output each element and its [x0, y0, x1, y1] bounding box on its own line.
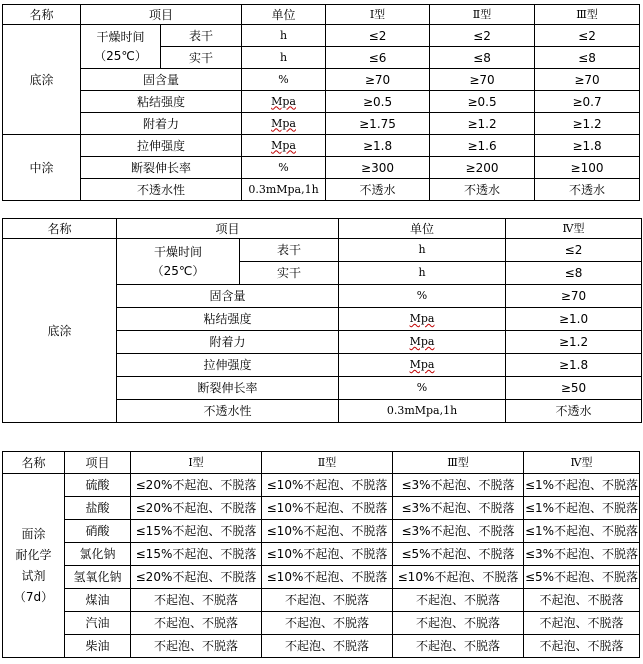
item-cell: 断裂伸长率: [117, 377, 339, 400]
col-header-type3: Ⅲ型: [393, 452, 524, 474]
col-header-type1: Ⅰ型: [326, 5, 430, 25]
value-cell: ≤2: [326, 25, 430, 47]
unit-cell: h: [242, 47, 326, 69]
item-dry-time: [117, 239, 240, 285]
sub-item: 表干: [240, 239, 339, 262]
value-cell: ≤8: [506, 262, 642, 285]
col-header-unit: 单位: [242, 5, 326, 25]
table-row: [3, 135, 640, 157]
dry-time-label: 干燥时间: [153, 244, 202, 259]
value-cell: 不透水: [430, 179, 535, 201]
header-row: [3, 5, 640, 25]
value-cell: ≥70: [535, 69, 640, 91]
unit-cell: Mpa: [339, 331, 506, 354]
col-header-item: 项目: [81, 5, 242, 25]
value-cell: ≤10%不起泡、不脱落: [262, 543, 393, 566]
value-cell: ≥70: [326, 69, 430, 91]
col-header-type4: Ⅳ型: [524, 452, 640, 474]
table-row: [3, 497, 640, 520]
value-cell: 不透水: [326, 179, 430, 201]
value-cell: ≥1.2: [506, 331, 642, 354]
unit-cell: Mpa: [339, 308, 506, 331]
value-cell: ≥200: [430, 157, 535, 179]
value-cell: ≤15%不起泡、不脱落: [131, 520, 262, 543]
value-cell: ≤20%不起泡、不脱落: [131, 474, 262, 497]
header-row: [3, 452, 640, 474]
value-cell: ≥1.6: [430, 135, 535, 157]
value-cell: ≥1.8: [535, 135, 640, 157]
value-cell: 不透水: [535, 179, 640, 201]
sub-item: 表干: [161, 25, 242, 47]
topcoat-line: 耐化学: [15, 547, 52, 562]
dry-time-temp: （25℃）: [94, 48, 147, 63]
topcoat-line: 面涂: [21, 526, 46, 541]
spec-table-type-4: [2, 218, 642, 423]
value-cell: ≥1.2: [430, 113, 535, 135]
table-row: [3, 635, 640, 658]
unit-cell: h: [339, 239, 506, 262]
item-cell: 汽油: [65, 612, 131, 635]
col-header-item: 项目: [117, 219, 339, 239]
col-header-type1: Ⅰ型: [131, 452, 262, 474]
unit-cell: h: [242, 25, 326, 47]
item-cell: 盐酸: [65, 497, 131, 520]
value-cell: 不起泡、不脱落: [524, 635, 640, 658]
item-cell: 粘结强度: [117, 308, 339, 331]
item-cell: 硫酸: [65, 474, 131, 497]
value-cell: ≤6: [326, 47, 430, 69]
value-cell: ≥70: [430, 69, 535, 91]
value-cell: ≤3%不起泡、不脱落: [393, 474, 524, 497]
value-cell: ≥50: [506, 377, 642, 400]
value-cell: ≤20%不起泡、不脱落: [131, 497, 262, 520]
value-cell: 不起泡、不脱落: [262, 612, 393, 635]
topcoat-line: 试剂: [21, 568, 46, 583]
unit-cell: %: [242, 157, 326, 179]
value-cell: ≤3%不起泡、不脱落: [393, 520, 524, 543]
spec-table-types-1-3: [2, 4, 640, 201]
table-row: [3, 543, 640, 566]
value-cell: ≥0.7: [535, 91, 640, 113]
item-cell: 粘结强度: [81, 91, 242, 113]
value-cell: 不起泡、不脱落: [131, 589, 262, 612]
value-cell: 不起泡、不脱落: [131, 635, 262, 658]
unit-cell: Mpa: [242, 113, 326, 135]
group-label-mid: 中涂: [3, 135, 81, 201]
col-header-unit: 单位: [339, 219, 506, 239]
unit-cell: h: [339, 262, 506, 285]
group-label-topcoat: [3, 474, 65, 658]
value-cell: ≤8: [535, 47, 640, 69]
value-cell: ≤1%不起泡、不脱落: [524, 497, 640, 520]
value-cell: ≤15%不起泡、不脱落: [131, 543, 262, 566]
item-cell: 附着力: [117, 331, 339, 354]
value-cell: ≤2: [535, 25, 640, 47]
unit-cell: 0.3mMpa,1h: [339, 400, 506, 423]
group-label-primer: 底涂: [3, 239, 117, 423]
value-cell: ≥0.5: [430, 91, 535, 113]
unit-cell: Mpa: [339, 354, 506, 377]
value-cell: ≥70: [506, 285, 642, 308]
dry-time-temp: （25℃）: [151, 263, 205, 278]
item-cell: 柴油: [65, 635, 131, 658]
table-row: [3, 91, 640, 113]
item-cell: 拉伸强度: [117, 354, 339, 377]
value-cell: ≤3%不起泡、不脱落: [393, 497, 524, 520]
value-cell: 不透水: [506, 400, 642, 423]
value-cell: ≤10%不起泡、不脱落: [262, 474, 393, 497]
table-row: [3, 612, 640, 635]
item-cell: 附着力: [81, 113, 242, 135]
value-cell: ≤10%不起泡、不脱落: [262, 566, 393, 589]
value-cell: ≤5%不起泡、不脱落: [524, 566, 640, 589]
value-cell: ≤10%不起泡、不脱落: [262, 520, 393, 543]
header-row: [3, 219, 642, 239]
item-cell: 固含量: [81, 69, 242, 91]
value-cell: ≤8: [430, 47, 535, 69]
sub-item: 实干: [161, 47, 242, 69]
group-label-primer: 底涂: [3, 25, 81, 135]
table-row: [3, 239, 642, 262]
unit-cell: Mpa: [242, 91, 326, 113]
table-row: [3, 589, 640, 612]
value-cell: ≤2: [506, 239, 642, 262]
value-cell: ≥1.75: [326, 113, 430, 135]
value-cell: ≤1%不起泡、不脱落: [524, 474, 640, 497]
item-dry-time: [81, 25, 161, 69]
value-cell: ≤10%不起泡、不脱落: [262, 497, 393, 520]
dry-time-label: 干燥时间: [96, 29, 145, 44]
chemical-resistance-table: [2, 451, 640, 658]
item-cell: 拉伸强度: [81, 135, 242, 157]
sub-item: 实干: [240, 262, 339, 285]
unit-cell: %: [339, 377, 506, 400]
value-cell: ≤20%不起泡、不脱落: [131, 566, 262, 589]
item-cell: 固含量: [117, 285, 339, 308]
value-cell: ≥1.8: [506, 354, 642, 377]
table-row: [3, 157, 640, 179]
value-cell: 不起泡、不脱落: [262, 589, 393, 612]
table-row: [3, 520, 640, 543]
table-row: [3, 566, 640, 589]
col-header-name: 名称: [3, 219, 117, 239]
col-header-type3: Ⅲ型: [535, 5, 640, 25]
value-cell: ≤1%不起泡、不脱落: [524, 520, 640, 543]
value-cell: 不起泡、不脱落: [393, 635, 524, 658]
value-cell: ≥300: [326, 157, 430, 179]
table-row: [3, 113, 640, 135]
item-cell: 氢氧化钠: [65, 566, 131, 589]
item-cell: 不透水性: [117, 400, 339, 423]
table-row: [3, 69, 640, 91]
value-cell: 不起泡、不脱落: [262, 635, 393, 658]
unit-cell: Mpa: [242, 135, 326, 157]
value-cell: 不起泡、不脱落: [393, 612, 524, 635]
item-cell: 煤油: [65, 589, 131, 612]
value-cell: 不起泡、不脱落: [524, 589, 640, 612]
table-row: [3, 25, 640, 47]
unit-cell: %: [242, 69, 326, 91]
value-cell: ≤3%不起泡、不脱落: [524, 543, 640, 566]
value-cell: ≥100: [535, 157, 640, 179]
value-cell: ≤10%不起泡、不脱落: [393, 566, 524, 589]
value-cell: ≤2: [430, 25, 535, 47]
unit-cell: 0.3mMpa,1h: [242, 179, 326, 201]
value-cell: 不起泡、不脱落: [131, 612, 262, 635]
table-row: [3, 474, 640, 497]
unit-cell: %: [339, 285, 506, 308]
value-cell: ≥1.2: [535, 113, 640, 135]
item-cell: 氯化钠: [65, 543, 131, 566]
topcoat-line: （7d）: [13, 589, 54, 604]
item-cell: 硝酸: [65, 520, 131, 543]
value-cell: ≤5%不起泡、不脱落: [393, 543, 524, 566]
col-header-name: 名称: [3, 452, 65, 474]
col-header-type2: Ⅱ型: [262, 452, 393, 474]
col-header-type2: Ⅱ型: [430, 5, 535, 25]
table-row: [3, 179, 640, 201]
col-header-name: 名称: [3, 5, 81, 25]
value-cell: ≥0.5: [326, 91, 430, 113]
item-cell: 断裂伸长率: [81, 157, 242, 179]
value-cell: ≥1.8: [326, 135, 430, 157]
value-cell: 不起泡、不脱落: [524, 612, 640, 635]
value-cell: ≥1.0: [506, 308, 642, 331]
col-header-type4: Ⅳ型: [506, 219, 642, 239]
value-cell: 不起泡、不脱落: [393, 589, 524, 612]
col-header-item: 项目: [65, 452, 131, 474]
item-cell: 不透水性: [81, 179, 242, 201]
